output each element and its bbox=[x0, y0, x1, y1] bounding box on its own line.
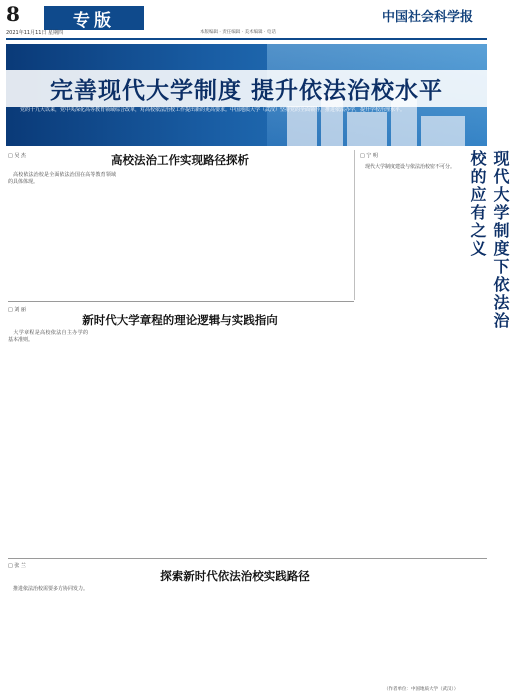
article-4-column-2 bbox=[102, 586, 190, 690]
article-3-column-4 bbox=[266, 330, 350, 552]
lead-paragraph: 党的十九大以来，党中央深化高等教育领域综合改革，对高校依法治校工作提出新的更高要求。中国地质大学（武汉）坚持党的全面领导，推进依法办学，提升学校治理水平。 bbox=[20, 107, 406, 113]
article-2-byline: □ 宁 明 bbox=[360, 153, 378, 159]
newspaper-logo: 中国社会科学报 bbox=[382, 10, 474, 25]
main-headline: 完善现代大学制度 提升依法治校水平 bbox=[6, 70, 487, 107]
article-4-column-1: 推进依法治校需要多方协同发力。 bbox=[13, 586, 89, 592]
column-divider bbox=[354, 150, 355, 300]
article-1-byline: □ 吴 杰 bbox=[8, 153, 26, 159]
section-divider-1 bbox=[8, 301, 354, 302]
article-1-title: 高校法治工作实现路径探析 bbox=[111, 153, 249, 167]
article-4-title: 探索新时代依法治校实践路径 bbox=[160, 569, 310, 583]
date-line: 2021年11月11日 星期四 bbox=[6, 30, 64, 36]
article-3-column-1: 大学章程是高校依法自主办学的基本准则。 bbox=[8, 330, 88, 343]
article-1-column-2 bbox=[124, 172, 232, 288]
article-3-title: 新时代大学章程的理论逻辑与实践指向 bbox=[82, 313, 278, 327]
article-3-column-2 bbox=[94, 330, 174, 552]
article-3-byline: □ 刘 丽 bbox=[8, 307, 26, 313]
article-4-column-4 bbox=[290, 586, 378, 690]
article-1-column-3 bbox=[240, 172, 348, 288]
article-3-column-3 bbox=[180, 330, 260, 552]
article-4-column-3 bbox=[196, 586, 284, 690]
article-2-vertical-title: 现代大学制度下依法治校的应有之义 bbox=[468, 150, 510, 330]
article-1-column-1: 高校依法治校是全面依法治国在高等教育领域的具体体现。 bbox=[8, 172, 116, 185]
section-divider-2 bbox=[8, 558, 487, 559]
article-2-column-1: 现代大学制度建设与依法治校密不可分。 bbox=[365, 164, 456, 170]
section-banner: 专版 bbox=[44, 6, 144, 30]
article-2-column-2 bbox=[360, 355, 487, 555]
headline-band bbox=[6, 44, 487, 146]
staff-credits: 本版编辑 · 责任编辑 · 美术编辑 · 电话 bbox=[200, 30, 276, 35]
author-affiliation: （作者单位：中国地质大学（武汉）） bbox=[384, 687, 459, 692]
article-4-byline: □ 张 兰 bbox=[8, 563, 26, 569]
masthead-rule bbox=[6, 38, 487, 40]
article-4-column-5 bbox=[384, 586, 487, 682]
page-number: 8 bbox=[6, 2, 20, 26]
